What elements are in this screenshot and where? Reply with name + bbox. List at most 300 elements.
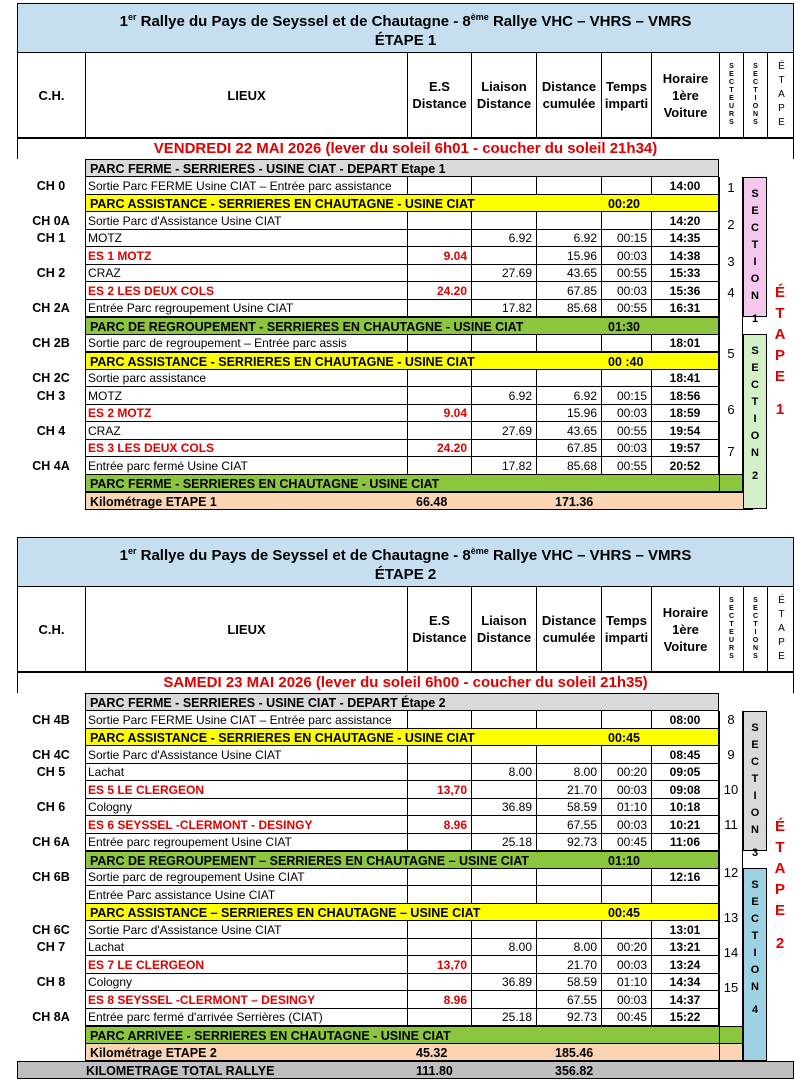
header-text-part: N — [752, 111, 759, 118]
itinerary-row — [17, 973, 794, 991]
lieu-cell: Lachat — [85, 938, 407, 956]
itinerary-row — [17, 177, 794, 195]
lieu-cell: Cologny — [85, 973, 407, 991]
header-text-part: E — [729, 95, 734, 102]
stage2-table — [17, 537, 794, 1080]
temps-cell: 00:03 — [601, 247, 651, 265]
secteur-number: 5 — [727, 346, 735, 362]
total-cumul: 185.46 — [555, 1046, 594, 1060]
es-distance-cell: 13,70 — [407, 781, 471, 799]
horaire-cell: 14:37 — [651, 991, 719, 1009]
header-text-part: R — [728, 645, 735, 652]
header-text-part: E.S — [429, 79, 450, 94]
itinerary-row — [17, 868, 794, 886]
horaire-cell: 11:06 — [651, 833, 719, 851]
cumul-cell: 43.65 — [536, 264, 601, 282]
liaison-cell: 17.82 — [471, 299, 536, 317]
header-text-part: É — [778, 595, 785, 606]
section-block — [743, 868, 767, 1061]
horaire-cell: 13:01 — [651, 921, 719, 939]
itinerary-row — [17, 247, 794, 265]
header-etape — [768, 53, 794, 137]
header-text-part: T — [729, 87, 734, 94]
secteur-number: 6 — [727, 402, 735, 418]
temps-cell — [601, 212, 651, 230]
cumul-cell — [536, 746, 601, 764]
lieu-cell: ES 3 LES DEUX COLS — [85, 439, 407, 457]
liaison-cell — [471, 282, 536, 300]
header-text-part: S — [753, 597, 758, 604]
itinerary-row — [17, 711, 794, 729]
temps-cell: 00:45 — [601, 833, 651, 851]
title-sup: er — [127, 546, 137, 556]
section-letter: I — [753, 947, 757, 959]
temps-cell — [601, 746, 651, 764]
header-es-distance — [408, 53, 472, 137]
title-line2: ÉTAPE 2 — [374, 566, 437, 583]
stage1-table — [17, 3, 794, 511]
es-distance-cell — [407, 264, 471, 282]
header-text-part: A — [778, 623, 785, 634]
control-point: CH 8 — [36, 975, 66, 989]
header-text-part: 1ère — [672, 621, 699, 637]
header-text-part: R — [728, 111, 735, 118]
lieu-cell: ES 7 LE CLERGEON — [85, 956, 407, 974]
band-label: PARC ARRIVEE - SERRIERES EN CHAUTAGNE - USINE CIAT — [90, 1028, 451, 1043]
itinerary-row — [17, 938, 794, 956]
header-text-part: O — [752, 103, 759, 110]
liaison-cell: 36.89 — [471, 973, 536, 991]
lieu-cell: Sortie Parc d'Assistance Usine CIAT — [85, 921, 407, 939]
band-temps: 00:45 — [608, 906, 640, 920]
stage2-title — [17, 537, 794, 587]
header-secteurs — [720, 53, 744, 137]
horaire-cell: 10:21 — [651, 816, 719, 834]
es-distance-cell: 8.96 — [407, 991, 471, 1009]
band-temps: 00 :40 — [608, 354, 644, 369]
temps-cell: 00:55 — [601, 299, 651, 317]
header-text-part: O — [752, 637, 759, 644]
cumul-cell: 8.00 — [536, 763, 601, 781]
lieu-cell: ES 1 MOTZ — [85, 247, 407, 265]
cumul-cell: 67.55 — [536, 991, 601, 1009]
header-text-part: E.S — [429, 613, 450, 628]
cumul-cell: 58.59 — [536, 973, 601, 991]
liaison-cell — [471, 921, 536, 939]
secteur-number: 12 — [723, 864, 739, 880]
horaire-cell: 20:52 — [651, 457, 719, 475]
control-point: CH 0 — [36, 178, 66, 193]
horaire-cell: 18:59 — [651, 404, 719, 422]
title-sup2: ème — [470, 546, 489, 556]
etape-letter: E — [774, 901, 785, 919]
liaison-cell — [471, 177, 536, 195]
section-letter: S — [751, 345, 759, 357]
es-distance-cell — [407, 868, 471, 886]
lieu-cell: Sortie parc de regroupement Usine CIAT — [85, 868, 407, 886]
cumul-cell: 85.68 — [536, 457, 601, 475]
secteur-number: 7 — [727, 444, 735, 460]
header-text: C.H. — [38, 621, 65, 637]
section-letter: N — [751, 447, 759, 459]
band-temps: 00:45 — [608, 731, 640, 745]
band-label: PARC ASSISTANCE – SERRIERES EN CHAUTAGNE – USINE CIAT — [90, 906, 481, 920]
horaire-cell: 09:08 — [651, 781, 719, 799]
itinerary-row — [17, 991, 794, 1009]
header-liaison — [472, 53, 537, 137]
cumul-cell: 67.85 — [536, 439, 601, 457]
liaison-cell: 17.82 — [471, 457, 536, 475]
es-distance-cell: 9.04 — [407, 247, 471, 265]
title-text-b: Rallye VHC – VHRS – VMRS — [488, 547, 692, 564]
header-text-part: Distance — [541, 79, 597, 94]
secteur-column-border — [719, 177, 743, 492]
header-text-part: Horaire — [662, 604, 709, 620]
header-text-part: Voiture — [663, 104, 708, 120]
header-text-part: T — [778, 609, 785, 620]
section-letter: O — [750, 430, 760, 442]
control-point: CH 4C — [32, 747, 70, 762]
parc-band — [85, 903, 719, 921]
kilometrage-row — [85, 492, 753, 510]
parc-band — [85, 474, 753, 492]
etape-letter: A — [774, 859, 786, 877]
secteur-number: 15 — [723, 980, 739, 995]
liaison-cell — [471, 212, 536, 230]
control-point: CH 4A — [32, 458, 70, 473]
es-distance-cell: 9.04 — [407, 404, 471, 422]
liaison-cell — [471, 886, 536, 904]
header-text-part: Distance — [476, 630, 532, 645]
cumul-cell: 92.73 — [536, 1008, 601, 1026]
total-es: 66.48 — [416, 494, 448, 509]
total-cumul: 171.36 — [555, 494, 594, 509]
es-distance-cell — [407, 973, 471, 991]
liaison-cell: 25.18 — [471, 1008, 536, 1026]
header-ch — [18, 53, 86, 137]
control-point: CH 2A — [32, 301, 70, 315]
header-text-part: U — [728, 103, 735, 110]
band-label: PARC FERME - SERRIERES EN CHAUTAGNE - USINE CIAT — [90, 477, 440, 491]
control-point: CH 6A — [32, 835, 70, 849]
etape-letter: A — [774, 325, 786, 343]
section-letter: S — [751, 187, 759, 200]
cumul-cell: 67.55 — [536, 816, 601, 834]
itinerary-row — [17, 921, 794, 939]
band-label: PARC DE REGROUPEMENT – SERRIERES EN CHAUTAGNE – USINE CIAT — [90, 853, 529, 868]
temps-cell: 01:10 — [601, 798, 651, 816]
date-banner: VENDREDI 22 MAI 2026 (lever du soleil 6h01 - coucher du soleil 21h34) — [17, 139, 794, 159]
section-letter: T — [751, 396, 759, 408]
band-temps: 00:20 — [608, 197, 640, 211]
liaison-cell: 6.92 — [471, 387, 536, 405]
header-text-part: U — [728, 637, 735, 644]
parc-band — [85, 693, 719, 711]
liaison-cell: 36.89 — [471, 798, 536, 816]
horaire-cell: 14:00 — [651, 177, 719, 195]
section-letter: E — [751, 896, 759, 908]
secteur-number: 11 — [724, 817, 738, 833]
lieu-cell: Entrée Parc assistance Usine CIAT — [85, 886, 407, 904]
section-letter: E — [751, 738, 759, 751]
es-distance-cell — [407, 763, 471, 781]
horaire-cell: 08:45 — [651, 746, 719, 764]
header-text-part: E — [729, 71, 734, 78]
itinerary-row — [17, 746, 794, 764]
parc-band — [85, 728, 719, 746]
header-text-part: S — [753, 63, 758, 70]
liaison-cell: 27.69 — [471, 422, 536, 440]
itinerary-row — [17, 956, 794, 974]
horaire-cell: 16:31 — [651, 299, 719, 317]
header-text-part: cumulée — [542, 96, 596, 111]
etape-vertical-label — [769, 282, 791, 420]
control-point — [17, 404, 85, 422]
itinerary-row — [17, 299, 794, 317]
header-text-part: S — [729, 119, 734, 126]
es-distance-cell: 13,70 — [407, 956, 471, 974]
header-temps — [602, 587, 652, 671]
secteur-number: 3 — [727, 253, 735, 269]
liaison-cell: 25.18 — [471, 833, 536, 851]
lieu-cell: Sortie Parc d'Assistance Usine CIAT — [85, 212, 407, 230]
total-es: 111.80 — [416, 1063, 453, 1078]
header-text-part: Distance — [541, 613, 597, 628]
liaison-cell — [471, 439, 536, 457]
section-letter: C — [751, 913, 759, 925]
control-point: CH 4B — [32, 712, 70, 727]
band-label: PARC DE REGROUPEMENT - SERRIERES EN CHAUTAGNE - USINE CIAT — [90, 319, 524, 334]
cumul-cell: 67.85 — [536, 282, 601, 300]
lieu-cell: Entrée parc fermé Usine CIAT — [85, 457, 407, 475]
liaison-cell: 6.92 — [471, 229, 536, 247]
band-temps: 01:10 — [608, 853, 640, 868]
horaire-cell: 19:54 — [651, 422, 719, 440]
title-sup: er — [127, 12, 137, 22]
stage1-title — [17, 3, 794, 53]
lieu-cell: Sortie Parc FERME Usine CIAT – Entrée parc assistance — [85, 711, 407, 729]
lieu-cell: Entrée Parc regroupement Usine CIAT — [85, 299, 407, 317]
itinerary-row — [17, 439, 794, 460]
es-distance-cell — [407, 921, 471, 939]
etape-letter: É — [774, 817, 785, 835]
header-lieux — [86, 53, 408, 137]
header-text-part: T — [753, 621, 758, 628]
control-point — [17, 886, 85, 904]
header-text-part: T — [753, 87, 758, 94]
horaire-cell — [651, 886, 719, 904]
temps-cell: 00:03 — [601, 816, 651, 834]
es-distance-cell: 8.96 — [407, 816, 471, 834]
liaison-cell — [471, 816, 536, 834]
section-letter: T — [751, 930, 759, 942]
total-label: Kilométrage ETAPE 2 — [90, 1046, 217, 1060]
temps-cell: 00:03 — [601, 439, 651, 457]
horaire-cell: 14:38 — [651, 247, 719, 265]
horaire-cell: 08:00 — [651, 711, 719, 729]
temps-cell: 00:03 — [601, 282, 651, 300]
parc-band — [85, 194, 719, 212]
section-letter: O — [750, 964, 760, 976]
secteur-number: 2 — [727, 216, 735, 232]
title-sup2: ème — [470, 12, 489, 22]
es-distance-cell — [407, 212, 471, 230]
header-text-part: E — [778, 117, 785, 128]
header-text-part: 1ère — [672, 87, 699, 103]
section-letter: 4 — [751, 1004, 759, 1016]
cumul-cell: 8.00 — [536, 938, 601, 956]
horaire-cell: 10:18 — [651, 798, 719, 816]
header-text-part: Distance — [412, 630, 467, 645]
stage1-rows — [17, 159, 794, 511]
es-distance-cell — [407, 369, 471, 387]
temps-cell: 00:45 — [601, 1008, 651, 1026]
header-text-part: Liaison — [481, 79, 527, 94]
header-text-part: Distance — [412, 96, 467, 111]
control-point — [17, 956, 85, 974]
section-letter: I — [753, 255, 757, 268]
section-letter: C — [751, 379, 759, 391]
horaire-cell: 18:56 — [651, 387, 719, 405]
horaire-cell: 13:24 — [651, 956, 719, 974]
header-text-part: imparti — [604, 630, 649, 645]
horaire-cell: 12:16 — [651, 868, 719, 886]
header-text-part: C — [752, 613, 759, 620]
temps-cell: 00:55 — [601, 264, 651, 282]
kilometrage-row — [85, 1043, 749, 1061]
header-text-part: Horaire — [662, 70, 709, 86]
lieu-cell: Entrée parc fermé d'arrivée Serrières (CIAT) — [85, 1008, 407, 1026]
header-text-part: S — [753, 119, 758, 126]
lieu-cell: CRAZ — [85, 422, 407, 440]
itinerary-row — [17, 369, 794, 387]
horaire-cell: 14:35 — [651, 229, 719, 247]
liaison-cell — [471, 711, 536, 729]
header-text-part: S — [729, 653, 734, 660]
section-letter: S — [751, 879, 759, 891]
lieu-cell: ES 8 SEYSSEL -CLERMONT – DESINGY — [85, 991, 407, 1009]
header-text: LIEUX — [227, 621, 266, 637]
title-line2: ÉTAPE 1 — [374, 32, 437, 49]
liaison-cell — [471, 991, 536, 1009]
section-block — [743, 177, 767, 325]
liaison-cell — [471, 334, 536, 352]
header-text-part: Temps — [606, 613, 647, 628]
control-point: CH 5 — [36, 765, 66, 779]
itinerary-row — [17, 212, 794, 230]
es-distance-cell — [407, 229, 471, 247]
itinerary-row — [17, 387, 794, 405]
parc-band — [85, 159, 719, 177]
liaison-cell — [471, 404, 536, 422]
temps-cell: 00:03 — [601, 781, 651, 799]
section-letter: 2 — [751, 470, 759, 482]
temps-cell: 00:55 — [601, 457, 651, 475]
secteur-number: 1 — [727, 180, 735, 195]
itinerary-row — [17, 422, 794, 440]
control-point: CH 4 — [36, 423, 66, 438]
header-lieux — [86, 587, 408, 671]
etape-letter: 1 — [775, 400, 785, 418]
header-text-part: C — [752, 79, 759, 86]
header-ch — [18, 587, 86, 671]
es-distance-cell — [407, 711, 471, 729]
temps-cell — [601, 886, 651, 904]
header-text-part: S — [729, 597, 734, 604]
control-point — [17, 439, 85, 457]
cumul-cell — [536, 886, 601, 904]
section-letter: C — [751, 221, 759, 234]
section-letter: I — [753, 413, 757, 425]
lieu-cell: CRAZ — [85, 264, 407, 282]
title-text-b: Rallye VHC – VHRS – VMRS — [488, 13, 692, 30]
header-es-distance — [408, 587, 472, 671]
control-point: CH 7 — [36, 940, 66, 954]
itinerary-row — [17, 886, 794, 904]
header-horaire — [652, 53, 720, 137]
horaire-cell: 18:41 — [651, 369, 719, 387]
band-label: PARC ASSISTANCE - SERRIERES EN CHAUTAGNE - USINE CIAT — [90, 197, 475, 211]
cumul-cell: 92.73 — [536, 833, 601, 851]
temps-cell — [601, 177, 651, 195]
header-text-part: C — [728, 79, 735, 86]
section-letter: N — [751, 289, 759, 302]
parc-band — [85, 851, 719, 869]
total-label: KILOMETRAGE TOTAL RALLYE — [86, 1063, 275, 1078]
header-text-part: P — [778, 103, 785, 114]
control-point — [17, 781, 85, 799]
parc-band — [85, 317, 719, 335]
section-letter: T — [751, 772, 759, 785]
total-rallye-row — [17, 1061, 794, 1079]
cumul-cell: 6.92 — [536, 229, 601, 247]
header-text-part: Temps — [606, 79, 647, 94]
es-distance-cell — [407, 422, 471, 440]
es-distance-cell — [407, 886, 471, 904]
header-text: C.H. — [38, 87, 65, 103]
temps-cell: 00:03 — [601, 991, 651, 1009]
cumul-cell: 21.70 — [536, 956, 601, 974]
control-point: CH 3 — [36, 388, 66, 403]
control-point: CH 8A — [32, 1010, 70, 1024]
parc-band — [85, 1026, 749, 1044]
etape-letter: T — [775, 304, 785, 322]
cumul-cell: 58.59 — [536, 798, 601, 816]
column-header-row — [17, 53, 794, 139]
control-point: CH 6B — [32, 870, 70, 884]
title-line1 — [18, 8, 793, 31]
liaison-cell — [471, 868, 536, 886]
header-text: LIEUX — [227, 87, 266, 103]
header-text-part: I — [754, 629, 757, 636]
section-letter: 1 — [751, 312, 759, 325]
temps-cell — [601, 711, 651, 729]
section-letter: T — [751, 238, 759, 251]
etape-letter: E — [774, 367, 785, 385]
control-point: CH 2 — [36, 266, 66, 280]
horaire-cell: 15:33 — [651, 264, 719, 282]
header-etape — [768, 587, 794, 671]
lieu-cell: MOTZ — [85, 387, 407, 405]
lieu-cell: ES 2 MOTZ — [85, 404, 407, 422]
es-distance-cell — [407, 833, 471, 851]
es-distance-cell — [407, 299, 471, 317]
temps-cell: 00:03 — [601, 956, 651, 974]
header-text-part: imparti — [604, 96, 649, 111]
section-letter: E — [751, 204, 759, 217]
lieu-cell: Lachat — [85, 763, 407, 781]
horaire-cell: 09:05 — [651, 763, 719, 781]
